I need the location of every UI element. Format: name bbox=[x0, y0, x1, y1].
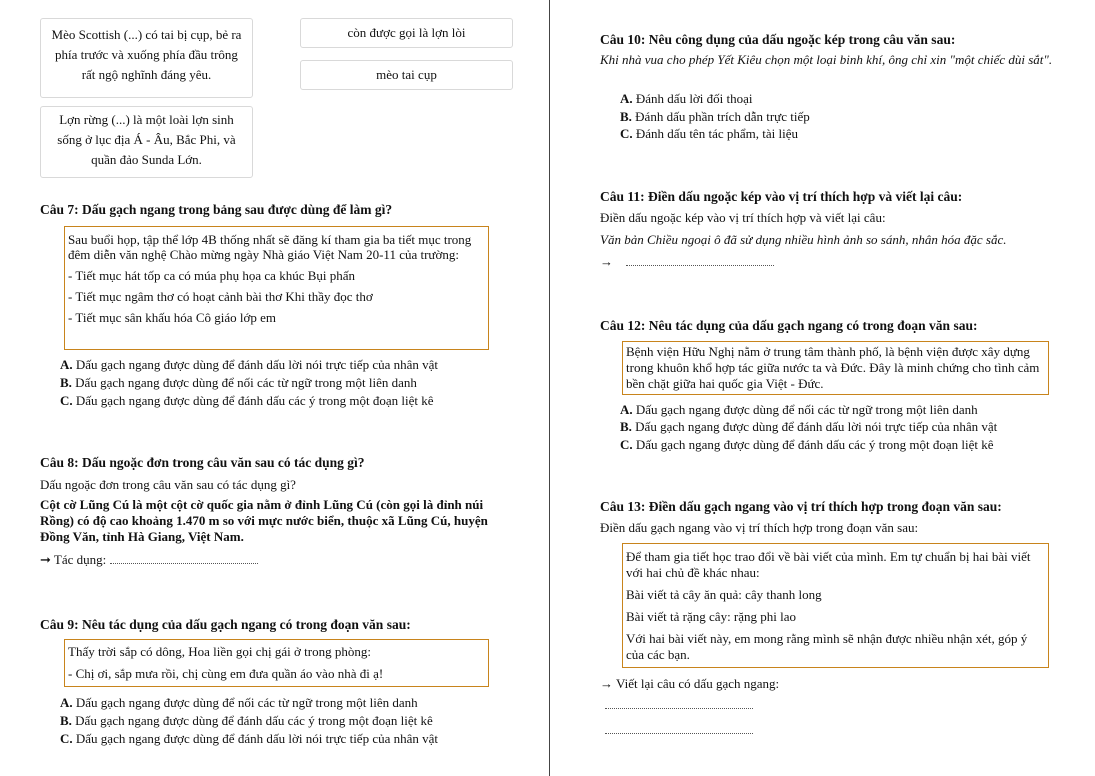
q9-passage-line: - Chị ơi, sắp mưa rồi, chị cùng em đưa quần áo vào nhà đi ạ! bbox=[68, 666, 384, 681]
option-text: Dấu gạch ngang được dùng để nối các từ ngữ trong một liên danh bbox=[632, 402, 978, 417]
option-text: Dấu gạch ngang được dùng để đánh dấu các ý trong một đoạn liệt kê bbox=[71, 713, 433, 728]
q13-rewrite-label: → Viết lại câu có dấu gạch ngang: bbox=[600, 676, 780, 691]
q9-title: Câu 9: Nêu tác dụng của dấu gạch ngang có trong đoạn văn sau: bbox=[40, 617, 411, 632]
q9-option-b[interactable] bbox=[60, 713, 433, 729]
option-letter: C. bbox=[620, 126, 633, 141]
q10-option-c[interactable] bbox=[620, 126, 798, 142]
option-letter: A. bbox=[620, 402, 633, 417]
q8-instruction: Dấu ngoặc đơn trong câu văn sau có tác dụng gì? bbox=[40, 477, 296, 492]
q7-option-c[interactable] bbox=[60, 393, 433, 409]
q11-title: Câu 11: Điền dấu ngoặc kép vào vị trí thích hợp và viết lại câu: bbox=[600, 189, 963, 204]
q13-passage-line: Bài viết tả cây ăn quả: cây thanh long bbox=[626, 587, 822, 602]
option-text: Dấu gạch ngang được dùng để đánh dấu lời nói trực tiếp của nhân vật bbox=[72, 357, 439, 372]
answer-blank[interactable] bbox=[605, 698, 753, 709]
q7-passage-box bbox=[64, 226, 489, 350]
q8-sentence: Cột cờ Lũng Cú là một cột cờ quốc gia nằm ở đỉnh Lũng Cú (còn gọi là đỉnh núi Rồng) có độ cao khoảng 1.470 m so với mực nước biển, thuộc xã Lũng Cú, huyện Đồng Văn, tỉnh Hà Giang, Việt Nam. bbox=[40, 497, 488, 544]
q10-sentence: Khi nhà vua cho phép Yết Kiêu chọn một loại binh khí, ông chỉ xin "một chiếc dùi sắt". bbox=[600, 52, 1053, 67]
option-text: Đánh dấu lời đối thoại bbox=[632, 91, 753, 106]
match-right-1[interactable] bbox=[300, 18, 513, 48]
option-text: Dấu gạch ngang được dùng để nối các từ ngữ trong một liên danh bbox=[72, 695, 418, 710]
q12-title: Câu 12: Nêu tác dụng của dấu gạch ngang có trong đoạn văn sau: bbox=[600, 318, 978, 333]
option-letter: C. bbox=[620, 437, 633, 452]
answer-blank[interactable] bbox=[626, 255, 774, 266]
q13-title: Câu 13: Điền dấu gạch ngang vào vị trí thích hợp trong đoạn văn sau: bbox=[600, 499, 1002, 514]
q8-answer-label: ➞ Tác dụng: bbox=[40, 552, 110, 567]
q8-answer-line[interactable] bbox=[40, 552, 258, 568]
q13-passage-line: Để tham gia tiết học trao đổi về bài viết của mình. Em tự chuẩn bị hai bài viết với hai chủ đề khác nhau: bbox=[626, 549, 1031, 580]
option-letter: C. bbox=[60, 731, 73, 746]
answer-blank[interactable] bbox=[605, 723, 753, 734]
q10-option-a[interactable] bbox=[620, 91, 753, 107]
option-letter: B. bbox=[60, 713, 72, 728]
match-left-1-text: Mèo Scottish (...) có tai bị cụp, bẻ ra phía trước và xuống phía đầu trông rất ngộ nghĩnh đáng yêu. bbox=[51, 27, 242, 82]
option-text: Dấu gạch ngang được dùng để đánh dấu lời nói trực tiếp của nhân vật bbox=[631, 419, 998, 434]
q7-option-b[interactable] bbox=[60, 375, 417, 391]
q11-sentence: Văn bản Chiều ngoại ô đã sử dụng nhiều hình ảnh so sánh, nhân hóa đặc sắc. bbox=[600, 232, 1007, 247]
q12-option-b[interactable] bbox=[620, 419, 997, 435]
option-letter: B. bbox=[620, 419, 632, 434]
q12-option-a[interactable] bbox=[620, 402, 978, 418]
option-text: Dấu gạch ngang được dùng để đánh dấu lời nói trực tiếp của nhân vật bbox=[72, 731, 439, 746]
match-left-1[interactable] bbox=[40, 18, 253, 98]
q9-option-c[interactable] bbox=[60, 731, 438, 747]
match-right-2[interactable] bbox=[300, 60, 513, 90]
option-letter: A. bbox=[60, 357, 73, 372]
q11-arrow: → bbox=[600, 254, 613, 269]
q7-passage-line: - Tiết mục sân khấu hóa Cô giáo lớp em bbox=[68, 310, 276, 325]
q11-instruction: Điền dấu ngoặc kép vào vị trí thích hợp và viết lại câu: bbox=[600, 210, 886, 225]
option-letter: A. bbox=[60, 695, 73, 710]
q13-passage-box bbox=[622, 543, 1049, 668]
match-left-2[interactable] bbox=[40, 106, 253, 178]
q9-passage-line: Thấy trời sắp có dông, Hoa liền gọi chị gái ở trong phòng: bbox=[68, 644, 371, 659]
q7-option-a[interactable] bbox=[60, 357, 438, 373]
option-letter: B. bbox=[620, 109, 632, 124]
match-right-1-text: còn được gọi là lợn lòi bbox=[347, 25, 466, 40]
answer-blank[interactable] bbox=[110, 553, 258, 564]
q7-passage-line: - Tiết mục hát tốp ca có múa phụ họa ca khúc Bụi phấn bbox=[68, 268, 356, 283]
option-text: Đánh dấu tên tác phẩm, tài liệu bbox=[632, 126, 798, 141]
column-divider bbox=[549, 0, 550, 776]
q13-instruction: Điền dấu gạch ngang vào vị trí thích hợp trong đoạn văn sau: bbox=[600, 520, 919, 535]
option-letter: B. bbox=[60, 375, 72, 390]
option-text: Dấu gạch ngang được dùng để đánh dấu các ý trong một đoạn liệt kê bbox=[632, 437, 994, 452]
q7-passage-line: - Tiết mục ngâm thơ có hoạt cảnh bài thơ Khi thầy đọc thơ bbox=[68, 289, 373, 304]
match-left-2-text: Lợn rừng (...) là một loài lợn sinh sống ở lục địa Á - Âu, Bắc Phi, và quần đảo Sunda Lớn. bbox=[57, 112, 236, 167]
option-letter: A. bbox=[620, 91, 633, 106]
option-text: Đánh dấu phần trích dẫn trực tiếp bbox=[631, 109, 810, 124]
q12-passage-text: Bệnh viện Hữu Nghị nằm ở trung tâm thành phố, là bệnh viện được xây dựng trong khuôn khổ hợp tác giữa nước ta và Đức. Đây là minh chứng cho tình cảm bền chặt giữa hai quốc gia Việt - Đức. bbox=[626, 344, 1040, 391]
q12-option-c[interactable] bbox=[620, 437, 993, 453]
option-letter: C. bbox=[60, 393, 73, 408]
q7-passage-line: Sau buổi họp, tập thể lớp 4B thống nhất sẽ đăng kí tham gia ba tiết mục trong đêm diễn văn nghệ Chào mừng ngày Nhà giáo Việt Nam 20-11 của trường: bbox=[68, 232, 472, 262]
match-right-2-text: mèo tai cụp bbox=[376, 67, 437, 82]
q11-answer-line[interactable] bbox=[600, 254, 774, 270]
q12-passage-box bbox=[622, 341, 1049, 395]
q9-passage-box bbox=[64, 639, 489, 687]
q13-passage-line: Bài viết tả rặng cây: rặng phi lao bbox=[626, 609, 797, 624]
q10-title: Câu 10: Nêu công dụng của dấu ngoặc kép trong câu văn sau: bbox=[600, 32, 956, 47]
q7-title: Câu 7: Dấu gạch ngang trong bảng sau được dùng để làm gì? bbox=[40, 202, 393, 217]
q13-passage-line: Với hai bài viết này, em mong rằng mình sẽ nhận được nhiều nhận xét, góp ý của các bạn. bbox=[626, 631, 1028, 662]
option-text: Dấu gạch ngang được dùng để nối các từ ngữ trong một liên danh bbox=[71, 375, 417, 390]
q9-option-a[interactable] bbox=[60, 695, 418, 711]
q10-option-b[interactable] bbox=[620, 109, 810, 125]
option-text: Dấu gạch ngang được dùng để đánh dấu các ý trong một đoạn liệt kê bbox=[72, 393, 434, 408]
q8-title: Câu 8: Dấu ngoặc đơn trong câu văn sau có tác dụng gì? bbox=[40, 455, 365, 470]
